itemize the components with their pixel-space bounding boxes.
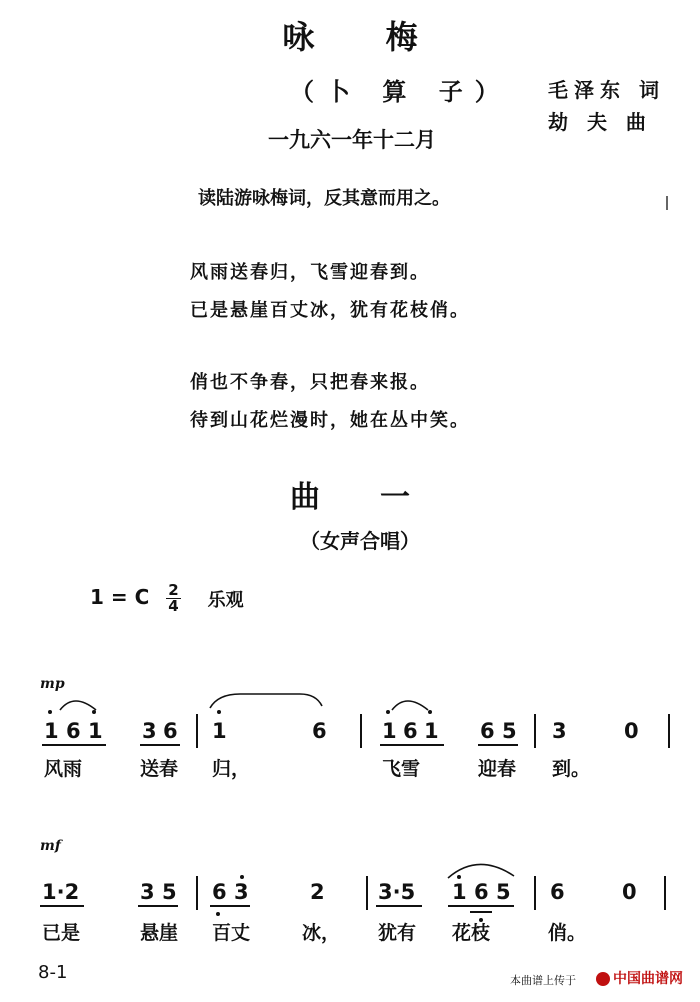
note: 3 <box>552 719 567 743</box>
barline <box>196 876 198 910</box>
note: 6 <box>480 719 495 743</box>
note: 5 <box>162 880 177 904</box>
octave-dot-high <box>428 710 432 714</box>
beam-underline <box>478 744 518 746</box>
beam-underline <box>138 905 178 907</box>
section-heading <box>0 472 700 516</box>
beam-underline <box>380 744 444 746</box>
octave-dot-high <box>386 710 390 714</box>
tempo-marking: 乐观 <box>207 589 244 611</box>
key-signature-line <box>90 583 244 614</box>
note: 2 <box>310 880 325 904</box>
song-subtitle: （卜 算 子） <box>290 77 511 106</box>
site-logo-icon <box>596 972 610 986</box>
note: 0 <box>624 719 639 743</box>
note: 6 <box>212 880 227 904</box>
section-heading-a: 曲 <box>290 480 380 515</box>
note: 0 <box>622 880 637 904</box>
slur <box>60 701 96 710</box>
note: 6 <box>163 719 178 743</box>
barline <box>534 876 536 910</box>
voice-type: （女声合唱） <box>300 529 420 553</box>
poem-line-3: 俏也不争春，只把春来报。 <box>190 372 430 393</box>
upload-note: 本曲谱上传于 <box>510 974 576 987</box>
beam-underline <box>42 744 106 746</box>
slurs-staff1 <box>0 686 700 716</box>
time-top: 2 <box>168 581 179 599</box>
octave-dot-high <box>48 710 52 714</box>
note: 1 <box>452 880 467 904</box>
composer-credit: 劫 夫 曲 <box>548 110 652 134</box>
lyric: 归， <box>212 758 251 780</box>
note: 6 <box>550 880 565 904</box>
beam-underline <box>140 744 180 746</box>
lyric: 犹有 <box>378 922 417 944</box>
poem-line-1: 风雨送春归，飞雪迎春到。 <box>190 262 430 283</box>
time-signature <box>166 583 180 614</box>
page-number: 8-1 <box>38 962 68 983</box>
key-text: 1 = C <box>90 585 150 609</box>
lyricist-credit: 毛泽东 词 <box>548 78 665 102</box>
barline <box>366 876 368 910</box>
poem-line-2: 已是悬崖百丈冰，犹有花枝俏。 <box>190 300 470 321</box>
note: 3 <box>142 719 157 743</box>
barline <box>360 714 362 748</box>
note: 1 <box>212 719 227 743</box>
note: 6 <box>403 719 418 743</box>
dynamic-mf: mf <box>40 838 61 854</box>
preface-text: 读陆游咏梅词，反其意而用之。 <box>198 188 450 209</box>
section-heading-b: 一 <box>380 480 410 515</box>
lyric: 迎春 <box>478 758 517 780</box>
slurs-staff2 <box>0 850 700 884</box>
note: 1 <box>424 719 439 743</box>
note: 3 <box>140 880 155 904</box>
barline <box>664 876 666 910</box>
barline <box>196 714 198 748</box>
note: 1 <box>382 719 397 743</box>
beam-underline <box>376 905 422 907</box>
note: 6 <box>312 719 327 743</box>
lyric: 已是 <box>42 922 81 944</box>
barline <box>668 714 670 748</box>
site-name: 中国曲谱网 <box>613 971 683 987</box>
lyric: 送春 <box>140 758 179 780</box>
tie <box>210 694 322 708</box>
poem-date: 一九六一年十二月 <box>268 127 436 152</box>
octave-dot-high <box>240 875 244 879</box>
lyric: 悬崖 <box>140 922 179 944</box>
beam-underline-double <box>470 911 492 913</box>
lyric: 风雨 <box>44 758 83 780</box>
note: 1·2 <box>42 880 80 904</box>
note: 1 <box>88 719 103 743</box>
slur <box>392 701 428 710</box>
note: 6 <box>474 880 489 904</box>
note: 6 <box>66 719 81 743</box>
octave-dot-high <box>92 710 96 714</box>
site-watermark <box>596 968 683 988</box>
note: 3 <box>234 880 249 904</box>
note: 5 <box>496 880 511 904</box>
note: 5 <box>502 719 517 743</box>
lyric: 花枝 <box>452 922 491 944</box>
edge-mark <box>666 196 668 210</box>
octave-dot-high <box>457 875 461 879</box>
lyric: 到。 <box>552 758 591 780</box>
octave-dot-high <box>217 710 221 714</box>
dynamic-mp: mp <box>40 676 65 692</box>
beam-underline <box>40 905 84 907</box>
lyric: 俏。 <box>548 922 587 944</box>
octave-dot-low <box>216 912 220 916</box>
note: 1 <box>44 719 59 743</box>
song-title: 咏 梅 <box>282 18 448 56</box>
lyric: 冰， <box>302 922 341 944</box>
beam-underline <box>210 905 250 907</box>
beam-underline <box>448 905 514 907</box>
note: 3·5 <box>378 880 416 904</box>
time-bottom: 4 <box>168 597 179 615</box>
barline <box>534 714 536 748</box>
poem-line-4: 待到山花烂漫时，她在丛中笑。 <box>190 410 470 431</box>
lyric: 飞雪 <box>382 758 421 780</box>
lyric: 百丈 <box>212 922 251 944</box>
